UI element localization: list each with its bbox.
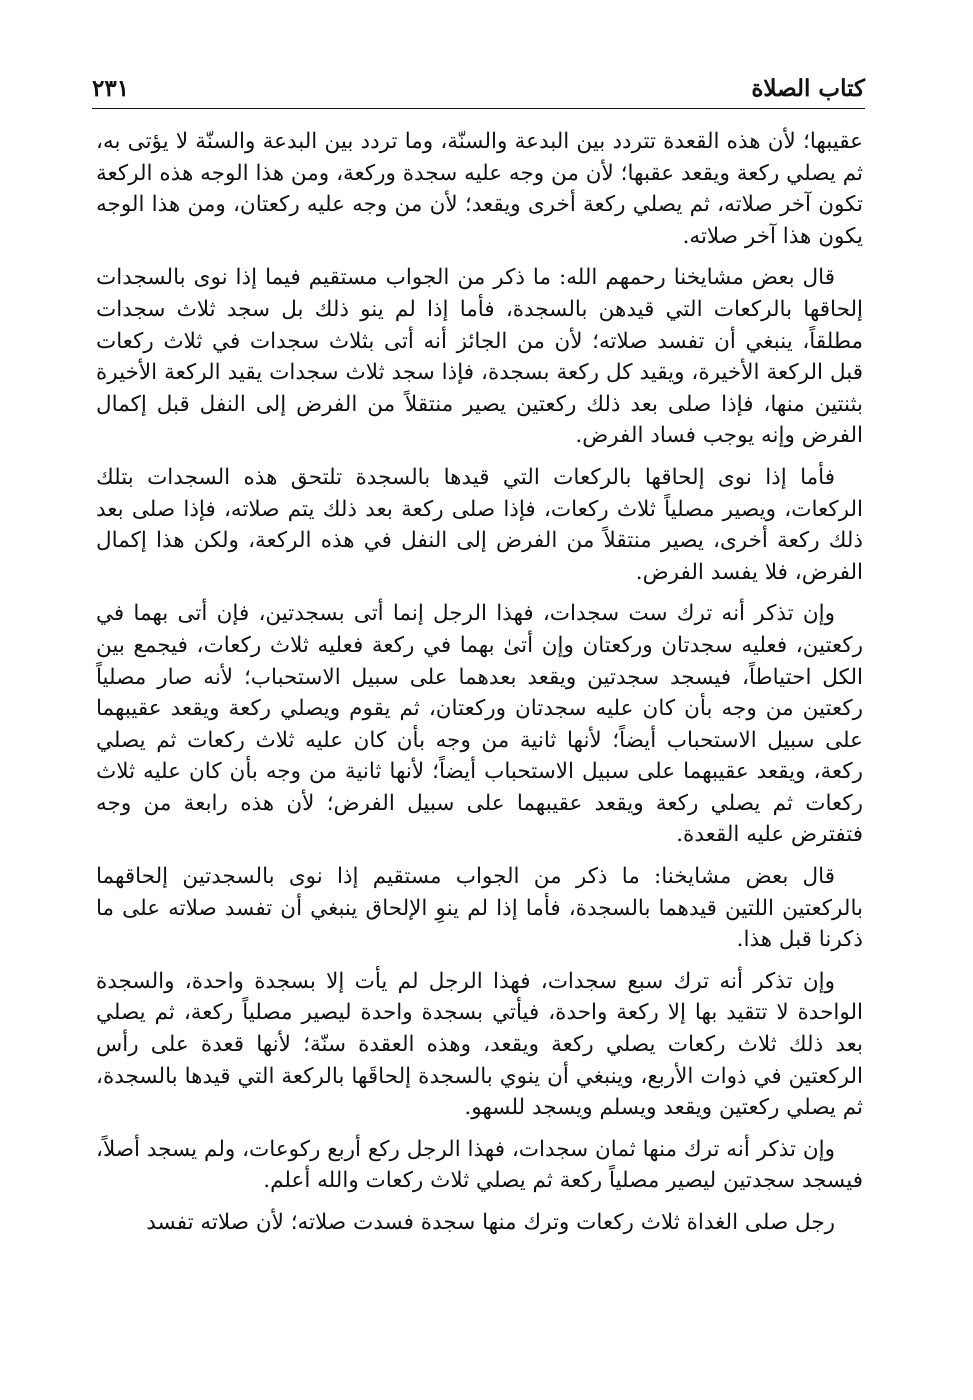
paragraph: قال بعض مشايخنا رحمهم الله: ما ذكر من الجواب مستقيم فيما إذا نوى بالسجدات إلحاقها بالركعات التي قيدهن بالسجدة، فأما إذا لم ينو ذلك بل سجد ثلاث سجدات مطلقاً، ينبغي أن تفسد صلاته؛ لأن من الجائز أنه أتى بثلاث سجدات في ثلاث ركعات قبل الركعة الأخيرة، ويقيد كل ركعة بسجدة، فإذا سجد ثلاث سجدات يقيد الركعة الأخيرة بثنتين منها، فإذا صلى بعد ذلك ركعتين يصير منتقلاً من الفرض إلى النفل قبل إكمال الفرض وإنه يوجب فساد الفرض. bbox=[96, 265, 863, 449]
header-rule bbox=[92, 108, 865, 109]
page-header bbox=[92, 62, 865, 102]
paragraph: عقيبها؛ لأن هذه القعدة تتردد بين البدعة والسنّة، وما تردد بين البدعة والسنّة لا يؤتى به، ثم يصلي ركعة ويقعد عقبها؛ لأن من وجه عليه سجدة وركعة، ومن هذا الوجه هذه الركعة تكون آخر صلاته، ثم يصلي ركعة أخرى ويقعد؛ لأن من وجه عليه ركعتان، ومن هذا الوجه يكون هذا آخر صلاته. bbox=[96, 129, 863, 249]
page-number: ٢٣١ bbox=[92, 75, 130, 102]
paragraph: رجل صلى الغداة ثلاث ركعات وترك منها سجدة فسدت صلاته؛ لأن صلاته تفسد bbox=[146, 1210, 835, 1235]
book-title: كتاب الصلاة bbox=[751, 75, 865, 102]
paragraph: وإن تذكر أنه ترك ست سجدات، فهذا الرجل إنما أتى بسجدتين، فإن أتى بهما في ركعتين، فعليه سجدتان وركعتان وإن أتىٰ بهما في ركعة فعليه ثلاث ركعات، فيجمع بين الكل احتياطاً، فيسجد سجدتين ويقعد بعدهما على سبيل الاستحباب؛ لأنه صار مصلياً ركعتين من وجه بأن كان عليه سجدتان وركعتان، ثم يقوم ويصلي ركعة ويقعد عقيبهما على سبيل الاستحباب أيضاً؛ لأنها ثانية من وجه بأن كان عليه ثلاث ركعات ثم يصلي ركعة، ويقعد عقيبهما على سبيل الاستحباب أيضاً؛ لأنها ثانية من وجه بأن كان عليه ثلاث ركعات ثم يصلي ركعة ويقعد عقيبهما على سبيل الفرض؛ لأن هذه رابعة من وجه فتفترض عليه القعدة. bbox=[96, 601, 863, 848]
page-body bbox=[96, 126, 863, 1249]
paragraph: فأما إذا نوى إلحاقها بالركعات التي قيدها بالسجدة تلتحق هذه السجدات بتلك الركعات، ويصير مصلياً ثلاث ركعات، فإذا صلى ركعة بعد ذلك يتم صلاته، فإذا صلى بعد ذلك ركعة أخرى، يصير منتقلاً من الفرض إلى النفل في هذه الركعة، ولكن هذا إكمال الفرض، فلا يفسد الفرض. bbox=[96, 464, 863, 585]
paragraph: وإن تذكر أنه ترك سبع سجدات، فهذا الرجل لم يأت إلا بسجدة واحدة، والسجدة الواحدة لا تتقيد بها إلا ركعة واحدة، فيأتي بسجدة واحدة ليصير مصلياً ركعة، ثم يصلي بعد ذلك ثلاث ركعات يصلي ركعة ويقعد، وهذه العقدة سنّة؛ لأنها قعدة على رأس الركعتين في ذوات الأربع، وينبغي أن ينوي بالسجدة إلحاقَها بالركعة التي قيدها بالسجدة، ثم يصلي ركعتين ويقعد ويسلم ويسجد للسهو. bbox=[96, 968, 863, 1121]
paragraph: قال بعض مشايخنا: ما ذكر من الجواب مستقيم إذا نوى بالسجدتين إلحاقهما بالركعتين اللتين قيدهما بالسجدة، فأما إذا لم ينوِ الإلحاق ينبغي أن تفسد صلاته على ما ذكرنا قبل هذا. bbox=[96, 864, 863, 953]
paragraph: وإن تذكر أنه ترك منها ثمان سجدات، فهذا الرجل ركع أربع ركوعات، ولم يسجد أصلاً، فيسجد سجدتين ليصير مصلياً ركعة ثم يصلي ثلاث ركعات والله أعلم. bbox=[96, 1136, 863, 1194]
